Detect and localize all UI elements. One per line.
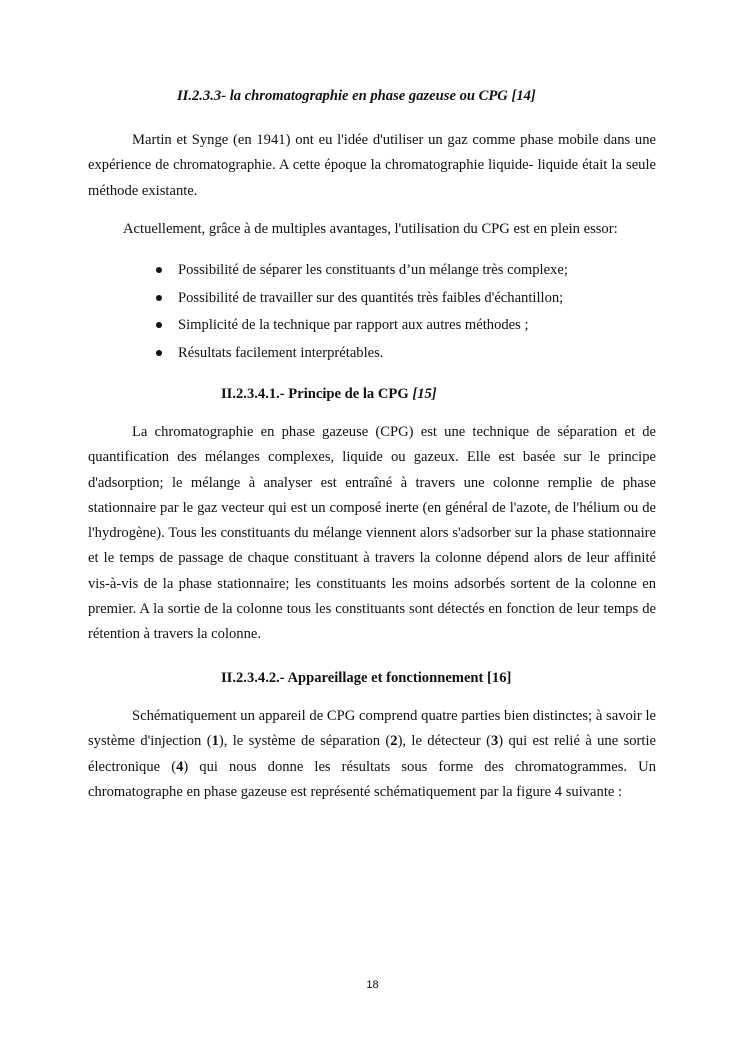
subsection-1-ref: [15] — [412, 386, 437, 402]
list-item — [150, 289, 568, 317]
list-item — [150, 261, 568, 289]
bullet-icon — [156, 350, 162, 356]
equipment-text-5: ) qui nous donne les résultats sous forme des chromatogrammes. Un chromatographe en phase gazeuse est représenté schématiquement par la figure 4 suivante : — [88, 758, 656, 800]
equipment-text-2: ), le système de séparation ( — [218, 733, 391, 750]
list-item-text: Possibilité de travailler sur des quantités très faibles d'échantillon; — [178, 289, 564, 306]
advantages-list — [150, 261, 568, 371]
bullet-icon — [156, 322, 162, 328]
list-item — [150, 344, 568, 372]
subsection-1-title-text: II.2.3.4.1.- Principe de la CPG — [221, 386, 409, 402]
principle-paragraph — [88, 420, 656, 648]
bullet-icon — [156, 267, 162, 273]
part-number-3: 3 — [490, 733, 499, 750]
intro-paragraph-text: Martin et Synge (en 1941) ont eu l'idée d'utiliser un gaz comme phase mobile dans une expérience de chromatographie. A cette époque la chromatographie liquide- liquide était la seule méthode existante. — [88, 132, 656, 199]
intro-paragraph — [88, 128, 656, 204]
list-item-text: Possibilité de séparer les constituants d’un mélange très complexe; — [178, 262, 568, 278]
principle-paragraph-text: La chromatographie en phase gazeuse (CPG) est une technique de séparation et de quantification des mélanges complexes, liquide ou gazeux. Elle est basée sur le principe d'adsorption; le mélange à analyser est entraîné à travers une colonne remplie de phase stationnaire par le gaz vecteur qui est un composé inerte (en général de l'azote, de l'hélium ou de l'hydrogène). Tous les constituants du mélange viennent alors s'adsorber sur la phase stationnaire et le temps de passage de chaque constituant à travers la colonne dépend alors de leur affinité vis-à-vis de la phase stationnaire; les constituants les moins adsorbés sortent de la colonne en premier. A la sortie de la colonne tous les constituants sont détectés en fonction de leur temps de rétention à travers la colonne. — [88, 424, 656, 643]
subsection-2-title: II.2.3.4.2.- Appareillage et fonctionnement [16] — [221, 670, 512, 686]
list-item — [150, 316, 568, 344]
equipment-paragraph — [88, 704, 656, 805]
lead-sentence: Actuellement, grâce à de multiples avantages, l'utilisation du CPG est en plein essor: — [123, 221, 618, 237]
part-number-2: 2 — [390, 733, 398, 750]
part-number-1: 1 — [211, 733, 219, 750]
equipment-text-3: ), le détecteur ( — [397, 733, 491, 750]
equipment-text-1: Schématiquement un appareil de CPG comprend quatre parties bien distinctes; à savoir le système d'injection ( — [88, 708, 656, 750]
equipment-text-4: ) qui est relié à une sortie électronique ( — [88, 733, 656, 775]
bullet-icon — [156, 295, 162, 301]
list-item-text: Simplicité de la technique par rapport aux autres méthodes ; — [178, 317, 529, 333]
list-item-text: Résultats facilement interprétables. — [178, 344, 384, 361]
page-number: 18 — [366, 979, 379, 991]
subsection-1-title — [221, 386, 437, 403]
part-number-4: 4 — [176, 758, 184, 775]
section-title: II.2.3.3- la chromatographie en phase gazeuse ou CPG [14] — [177, 88, 536, 104]
